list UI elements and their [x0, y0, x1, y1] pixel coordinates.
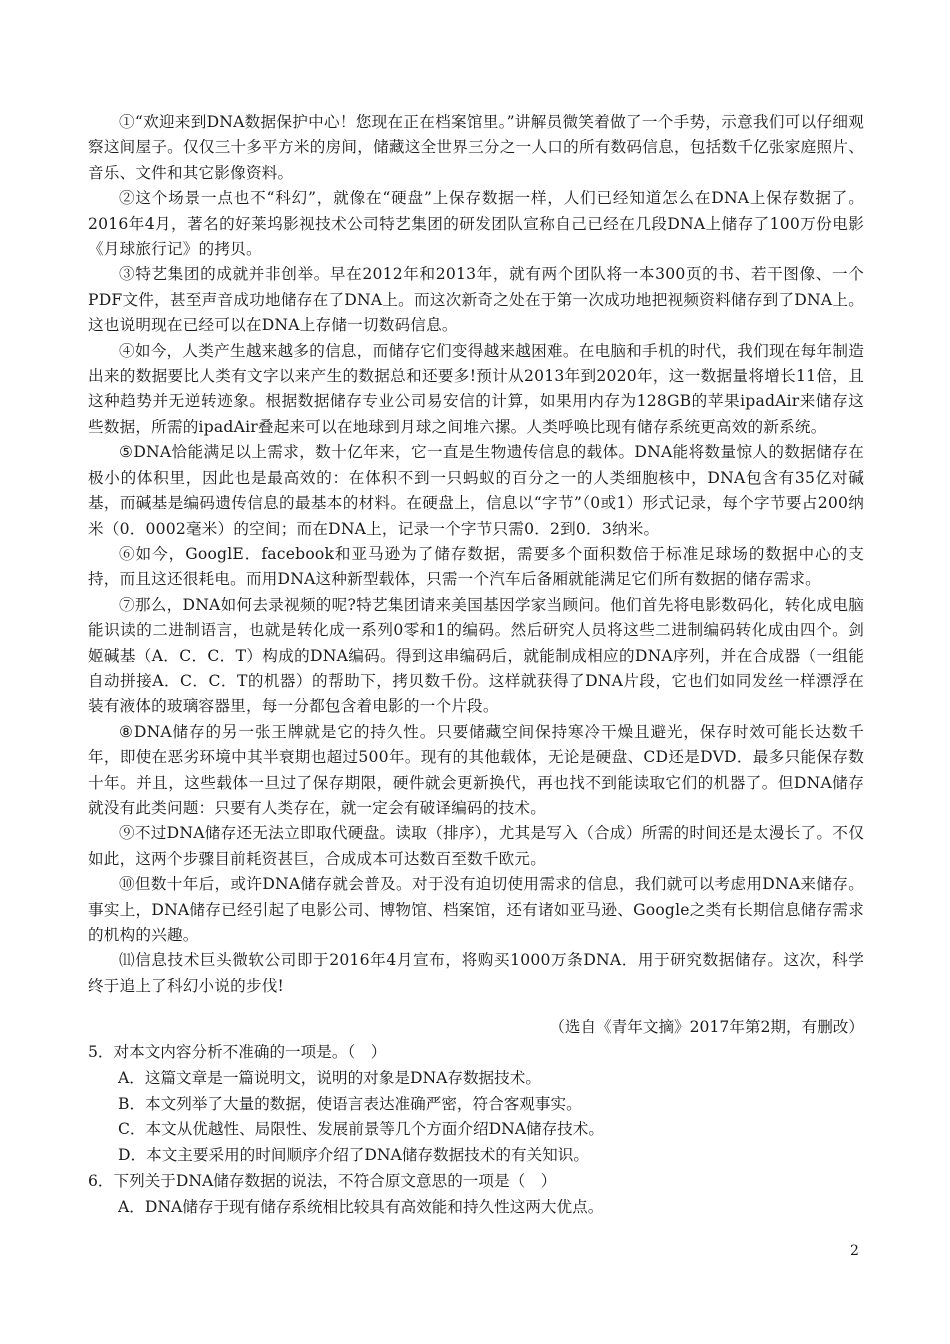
question-5-stem: 5．对本文内容分析不准确的一项是。（ ） — [88, 1043, 387, 1061]
paragraph-10: ⑩但数十年后，或许DNA储存就会普及。对于没有迫切使用需求的信息，我们就可以考虑用DNA来储存。事实上，DNA储存已经引起了电影公司、博物馆、档案馆，还有诸如亚马逊、Google之类有长期信息储存需求的机构的兴趣。 — [88, 875, 864, 944]
article-source: （选自《青年文摘》2017年第2期，有删改） — [549, 1018, 864, 1036]
article-body — [88, 110, 864, 999]
paragraph-8: ⑧DNA储存的另一张王牌就是它的持久性。只要储藏空间保持寒冷干燥且避光，保存时效可能长达数千年，即使在恶劣环境中其半衰期也超过500年。现有的其他载体，无论是硬盘、CD还是DVD．最多只能保存数十年。并且，这些载体一旦过了保存期限，硬件就会更新换代，再也找不到能读取它们的机器了。但DNA储存就没有此类问题：只要有人类存在，就一定会有破译编码的技术。 — [88, 722, 864, 817]
page-number: 2 — [850, 1243, 859, 1259]
question-5-option-a: A．这篇文章是一篇说明文，说明的对象是DNA存数据技术。 — [118, 1068, 541, 1087]
paragraph-2: ②这个场景一点也不“科幻”，就像在“硬盘”上保存数据一样，人们已经知道怎么在DNA上保存数据了。2016年4月，著名的好莱坞影视技术公司特艺集团的研发团队宣称自己已经在几段DNA上储存了100万份电影《月球旅行记》的拷贝。 — [88, 189, 864, 259]
question-6-stem: 6．下列关于DNA储存数据的说法，不符合原文意思的一项是（ ） — [88, 1171, 557, 1190]
question-5-option-c: C．本文从优越性、局限性、发展前景等几个方面介绍DNA储存技术。 — [118, 1120, 604, 1139]
paragraph-1: ①“欢迎来到DNA数据保护中心！您现在正在档案馆里。”讲解员微笑着做了一个手势，示意我们可以仔细观察这间屋子。仅仅三十多平方米的房间，储藏这全世界三分之一人口的所有数码信息，包括数千亿张家庭照片、音乐、文件和其它影像资料。 — [88, 113, 864, 182]
question-5-option-b: B．本文列举了大量的数据，使语言表达准确严密，符合客观事实。 — [118, 1094, 582, 1113]
paragraph-3: ③特艺集团的成就并非创举。早在2012年和2013年，就有两个团队将一本300页的书、若干图像、一个PDF文件，甚至声音成功地储存在了DNA上。而这次新奇之处在于第一次成功地把视频资料储存到了DNA上。这也说明现在已经可以在DNA上存储一切数码信息。 — [88, 265, 864, 335]
paragraph-5: ⑤DNA恰能满足以上需求，数十亿年来，它一直是生物遗传信息的载体。DNA能将数量惊人的数据储存在极小的体积里，因此也是最高效的：在体积不到一只蚂蚁的百分之一的人类细胞核中，DNA包含有35亿对碱基，而碱基是编码遗传信息的最基本的材料。在硬盘上，信息以“字节”（0或1）形式记录，每个字节要占200纳米（0．0002毫米）的空间；而在DNA上，记录一个字节只需0．2到0．3纳米。 — [88, 443, 864, 538]
paragraph-4: ④如今，人类产生越来越多的信息，而储存它们变得越来越困难。在电脑和手机的时代，我们现在每年制造出来的数据要比人类有文字以来产生的数据总和还要多!预计从2013年到2020年，这一数据量将增长11倍，且这种趋势并无逆转迹象。根据数据储存专业公司易安信的计算，如果用内存为128GB的苹果ipadAir来储存这些数据，所需的ipadAir叠起来可以在地球到月球之间堆六摞。人类呼唤比现有储存系统更高效的新系统。 — [88, 341, 864, 436]
question-5-option-d: D．本文主要采用的时间顺序介绍了DNA储存数据技术的有关知识。 — [118, 1146, 589, 1165]
paragraph-7: ⑦那么，DNA如何去录视频的呢?特艺集团请来美国基因学家当顾问。他们首先将电影数码化，转化成电脑能识读的二进制语言，也就是转化成一系列0零和1的编码。然后研究人员将这些二进制编码转化成由四个。剑姬碱基（A．C．C．T）构成的DNA编码。得到这串编码后，就能制成相应的DNA序列，并在合成器（一组能自动拼接A．C．C．T的机器）的帮助下，拷贝数千份。这样就获得了DNA片段，它也们如同发丝一样漂浮在装有液体的玻璃容器里，每一分都包含着电影的一个片段。 — [88, 595, 864, 716]
paragraph-6: ⑥如今，GooglE．facebook和亚马逊为了储存数据，需要多个面积数倍于标准足球场的数据中心的支持，而且这还很耗电。而用DNA这种新型载体，只需一个汽车后备厢就能满足它们所有数据的储存需求。 — [88, 544, 864, 589]
question-section — [88, 1040, 864, 1221]
question-6-option-a: A．DNA储存于现有储存系统相比较具有高效能和持久性这两大优点。 — [118, 1197, 604, 1216]
paragraph-9: ⑨不过DNA储存还无法立即取代硬盘。读取（排序），尤其是写入（合成）所需的时间还是太漫长了。不仅如此，这两个步骤目前耗资甚巨，合成成本可达数百至数千欧元。 — [88, 824, 864, 868]
paragraph-11: ⑾信息技术巨头微软公司即于2016年4月宣布，将购买1000万条DNA．用于研究数据储存。这次，科学终于追上了科幻小说的步伐! — [88, 951, 864, 995]
